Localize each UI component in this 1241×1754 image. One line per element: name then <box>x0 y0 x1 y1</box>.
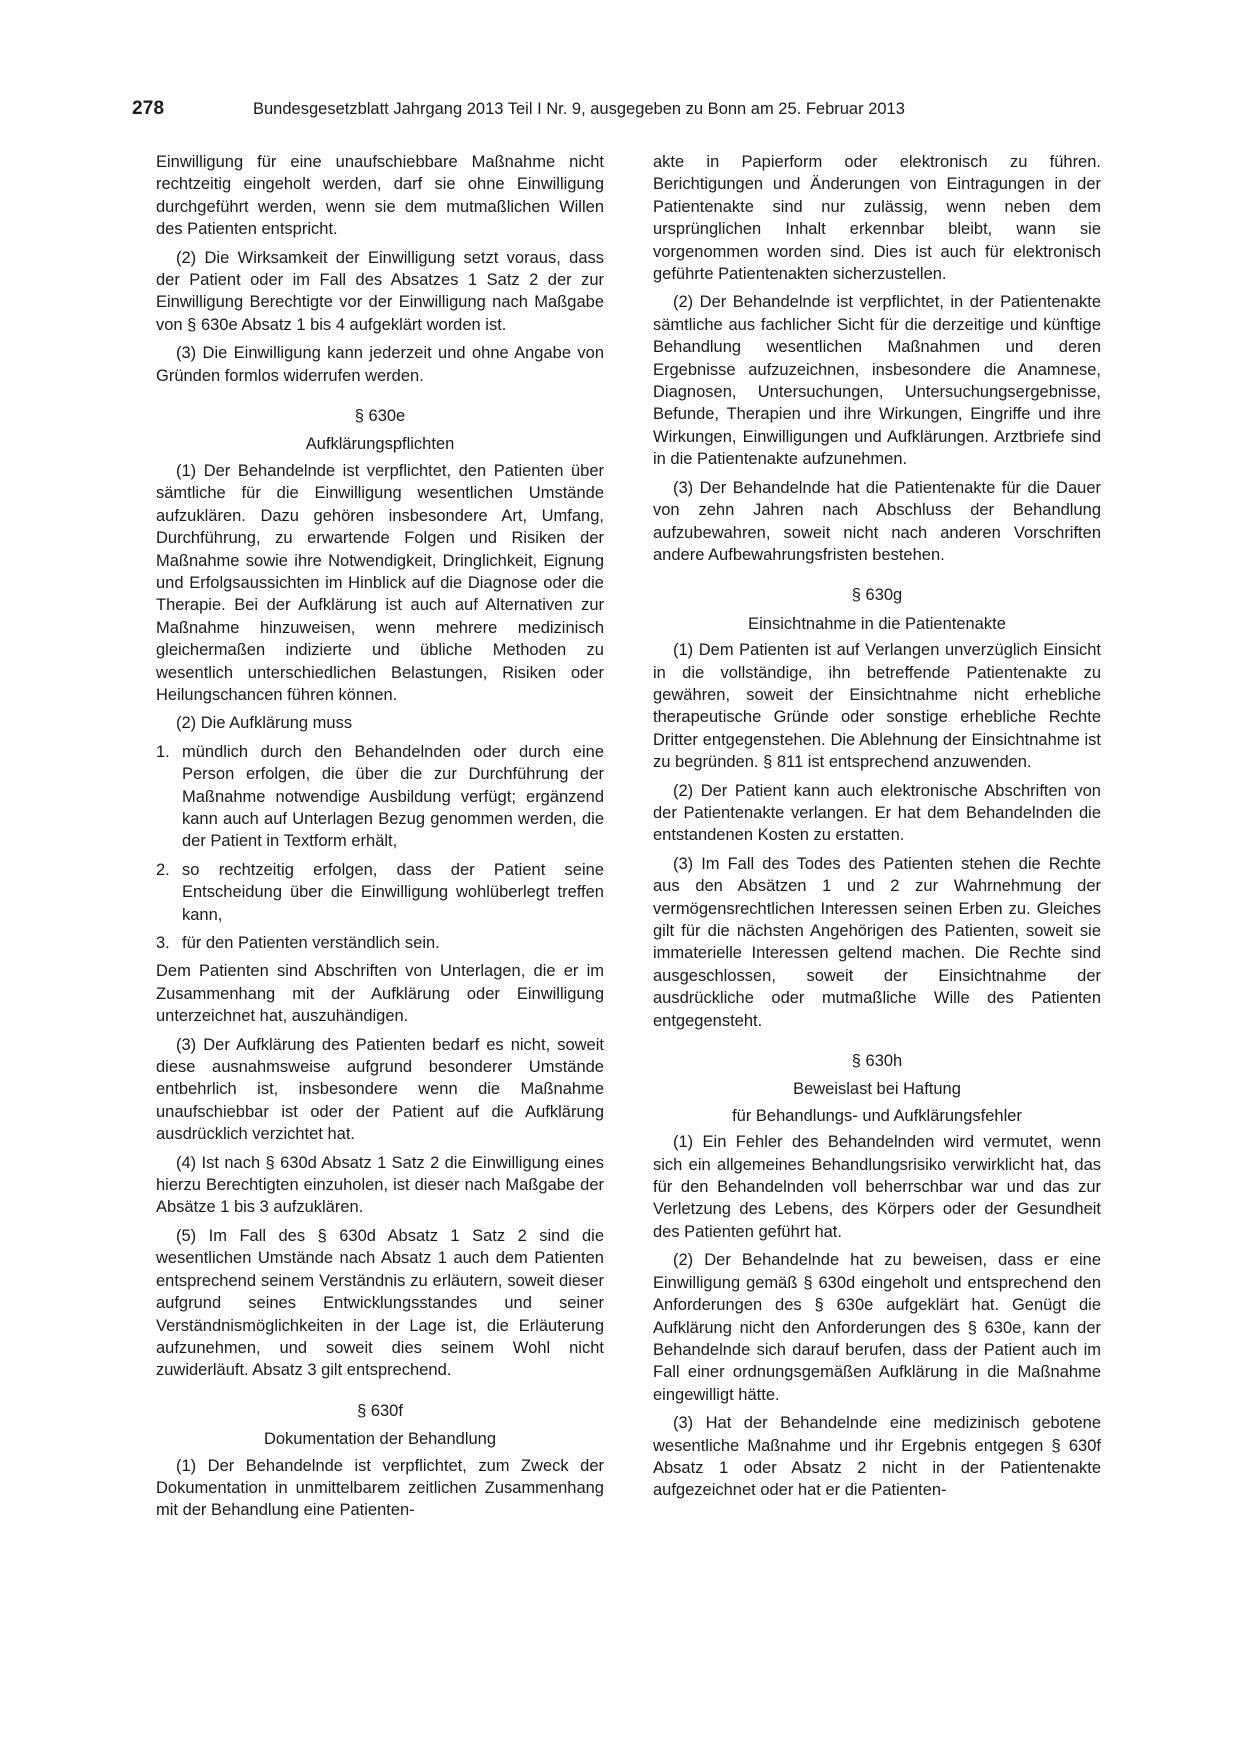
paragraph: (1) Dem Patienten ist auf Verlangen unverzüglich Einsicht in die vollständige, ihn betreffende Patientenakte zu gewähren, soweit der Einsichtnahme nicht erhebliche therapeutische Gründe oder sonstige erhebliche Rechte Dritter entgegenstehen. Die Ablehnung der Einsichtnahme ist zu begründen. § 811 ist entsprechend anzuwenden. <box>653 641 1101 772</box>
section-number: § 630h <box>851 1052 903 1071</box>
paragraph: (5) Im Fall des § 630d Absatz 1 Satz 2 sind die wesentlichen Umstände nach Absatz 1 auch dem Patienten entsprechend seinem Verständnis zu erläutern, soweit dieser aufgrund seines Entwicklungsstandes und seiner Verständnismöglichkeiten in der Lage ist, die Erläuterung aufzunehmen, und soweit dies seinem Wohl nicht zuwiderläuft. Absatz 3 gilt entsprechend. <box>156 1226 604 1380</box>
page-header <box>132 98 1091 128</box>
paragraph: (4) Ist nach § 630d Absatz 1 Satz 2 die Einwilligung eines hierzu Berechtigten einzuholen, ist dieser nach Maßgabe der Absätze 1 bis 3 aufzuklären. <box>156 1153 604 1217</box>
paragraph: akte in Papierform oder elektronisch zu führen. Berichtigungen und Änderungen von Eintragungen in der Patientenakte sind nur zulässig, wenn neben dem ursprünglichen Inhalt erkennbar bleibt, wann sie vorgenommen worden sind. Dies ist auch für elektronisch geführte Patientenakten sicherzustellen. <box>653 153 1101 284</box>
section-title: Aufklärungspflichten <box>305 435 455 454</box>
paragraph: (3) Im Fall des Todes des Patienten stehen die Rechte aus den Absätzen 1 und 2 zur Wahrnehmung der vermögensrechtlichen Interessen seinen Erben zu. Gleiches gilt für die nächsten Angehörigen des Patienten, soweit sie immaterielle Interessen geltend machen. Die Rechte sind ausgeschlossen, soweit der Einsichtnahme der ausdrückliche oder mutmaßliche Wille des Patienten entgegensteht. <box>653 854 1101 1030</box>
section-title-line1: Beweislast bei Haftung <box>793 1080 961 1099</box>
list-item <box>156 741 604 853</box>
paragraph: (3) Hat der Behandelnde eine medizinisch gebotene wesentliche Maßnahme und ihr Ergebnis entgegen § 630f Absatz 1 oder Absatz 2 nicht in der Patientenakte aufgezeichnet oder hat er die Patienten- <box>653 1414 1101 1500</box>
paragraph: Dem Patienten sind Abschriften von Unterlagen, die er im Zusammenhang mit der Aufklärung oder Einwilligung unterzeichnet hat, auszuhändigen. <box>156 962 604 1026</box>
section-number: § 630e <box>354 407 406 426</box>
paragraph: (3) Der Aufklärung des Patienten bedarf es nicht, soweit diese ausnahmsweise aufgrund besonderer Umstände entbehrlich ist, insbesondere wenn die Maßnahme unaufschiebbar ist oder der Patient auf die Aufklärung ausdrücklich verzichtet hat. <box>156 1035 604 1144</box>
paragraph: (2) Der Behandelnde ist verpflichtet, in der Patientenakte sämtliche aus fachlicher Sicht für die derzeitige und künftige Behandlung wesentlichen Maßnahmen und deren Ergebnisse aufzuzeichnen, insbesondere die Anamnese, Diagnosen, Untersuchungen, Untersuchungsergebnisse, Befunde, Therapien und ihre Wirkungen, Eingriffe und ihre Wirkungen, Einwilligungen und Aufklärungen. Arztbriefe sind in die Patientenakte aufzunehmen. <box>653 293 1101 469</box>
paragraph: (2) Die Aufklärung muss <box>176 714 353 733</box>
paragraph: (1) Der Behandelnde ist verpflichtet, zum Zweck der Dokumentation in unmittelbarem zeitlichen Zusammenhang mit der Behandlung eine Patienten- <box>156 1456 604 1520</box>
paragraph: Einwilligung für eine unaufschiebbare Maßnahme nicht rechtzeitig eingeholt werden, darf sie ohne Einwilligung durchgeführt werden, wenn sie dem mutmaßlichen Willen des Patienten entspricht. <box>156 153 604 239</box>
right-column <box>653 151 1101 1508</box>
paragraph: (2) Der Patient kann auch elektronische Abschriften von der Patientenakte verlangen. Er hat dem Behandelnden die entstandenen Kosten zu erstatten. <box>653 781 1101 845</box>
section-number: § 630g <box>851 586 903 605</box>
list-item-number: 1. <box>156 742 170 761</box>
list-item <box>156 932 604 954</box>
paragraph: (1) Ein Fehler des Behandelnden wird vermutet, wenn sich ein allgemeines Behandlungsrisiko verwirklicht hat, das für den Behandelnden voll beherrschbar war und das zur Verletzung des Lebens, des Körpers oder der Gesundheit des Patienten geführt hat. <box>653 1133 1101 1241</box>
paragraph: (3) Die Einwilligung kann jederzeit und ohne Angabe von Gründen formlos widerrufen werden. <box>156 344 604 385</box>
left-column <box>156 151 604 1528</box>
list-item-text: so rechtzeitig erfolgen, dass der Patient seine Entscheidung über die Einwilligung wohlüberlegt treffen kann, <box>182 860 604 924</box>
page-number: 278 <box>132 98 165 119</box>
list-item-number: 2. <box>156 860 170 879</box>
section-title: Dokumentation der Behandlung <box>263 1430 497 1449</box>
paragraph: (3) Der Behandelnde hat die Patientenakte für die Dauer von zehn Jahren nach Abschluss der Behandlung aufzubewahren, soweit nicht nach anderen Vorschriften andere Aufbewahrungsfristen bestehen. <box>653 478 1101 564</box>
list-item <box>156 859 604 926</box>
list-item-number: 3. <box>156 934 170 952</box>
section-title-line2: für Behandlungs- und Aufklärungsfehler <box>732 1106 1022 1125</box>
paragraph: (1) Der Behandelnde ist verpflichtet, den Patienten über sämtliche für die Einwilligung wesentlichen Umstände aufzuklären. Dazu gehören insbesondere Art, Umfang, Durchführung, zu erwartende Folgen und Risiken der Maßnahme sowie ihre Notwendigkeit, Dringlichkeit, Eignung und Erfolgsaussichten im Hinblick auf die Diagnose oder die Therapie. Bei der Aufklärung ist auch auf Alternativen zur Maßnahme hinzuweisen, wenn mehrere medizinisch gleichermaßen indizierte und übliche Methoden zu wesentlich unterschiedlichen Belastungen, Risiken oder Heilungschancen führen können. <box>156 461 604 704</box>
section-title: Einsichtnahme in die Patientenakte <box>748 614 1006 633</box>
list-item-text: mündlich durch den Behandelnden oder durch eine Person erfolgen, die über die zur Durchführung der Maßnahme notwendige Ausbildung verfügt; ergänzend kann auch auf Unterlagen Bezug genommen werden, die der Patient in Textform erhält, <box>182 742 604 851</box>
paragraph: (2) Die Wirksamkeit der Einwilligung setzt voraus, dass der Patient oder im Fall des Absatzes 1 Satz 2 der zur Einwilligung Berechtigte vor der Einwilligung nach Maßgabe von § 630e Absatz 1 bis 4 aufgeklärt worden ist. <box>156 248 604 334</box>
running-head: Bundesgesetzblatt Jahrgang 2013 Teil I Nr. 9, ausgegeben zu Bonn am 25. Februar 2013 <box>253 100 905 118</box>
list-item-text: für den Patienten verständlich sein. <box>182 934 440 952</box>
paragraph: (2) Der Behandelnde hat zu beweisen, dass er eine Einwilligung gemäß § 630d eingeholt und entsprechend den Anforderungen des § 630e aufgeklärt hat. Genügt die Aufklärung nicht den Anforderungen des § 630e, kann der Behandelnde sich darauf berufen, dass der Patient auch im Fall einer ordnungsgemäßen Aufklärung in die Maßnahme eingewilligt hätte. <box>653 1251 1101 1404</box>
enumerated-list <box>156 741 604 955</box>
section-number: § 630f <box>357 1401 403 1420</box>
